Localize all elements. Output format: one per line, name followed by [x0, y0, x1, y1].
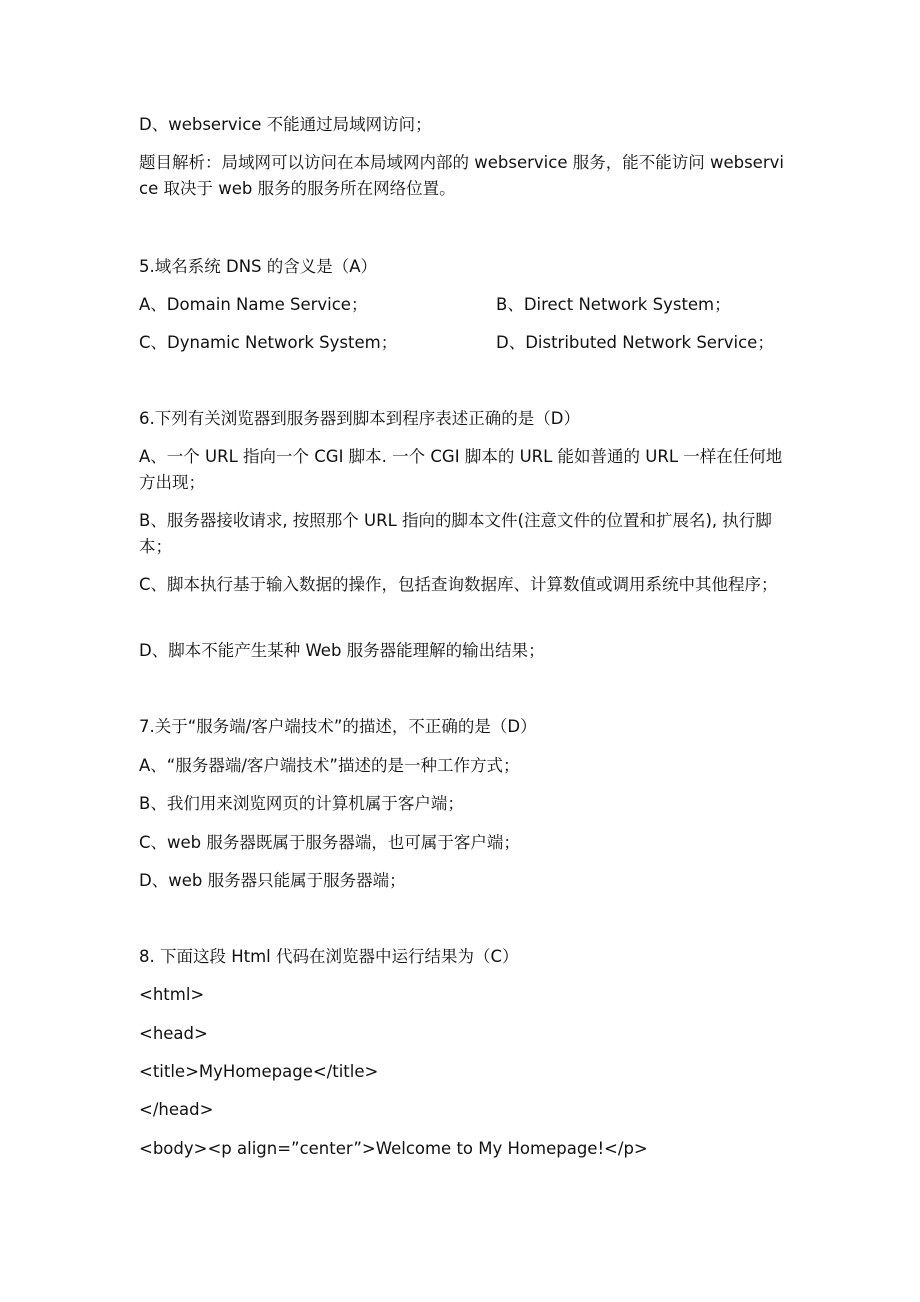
- q8-code-line: <head>: [139, 1024, 208, 1043]
- q7-option-c: C、web 服务器既属于服务器端，也可属于客户端；: [139, 833, 520, 852]
- q6-question: 6.下列有关浏览器到服务器到脚本到程序表述正确的是（D）: [139, 409, 580, 428]
- q8-code-line: <html>: [139, 985, 205, 1004]
- q8-question: 8. 下面这段 Html 代码在浏览器中运行结果为（C）: [139, 947, 519, 966]
- q7-option-b: B、我们用来浏览网页的计算机属于客户端；: [139, 794, 464, 813]
- q8-code-line: <body><p align=”center”>Welcome to My Homepage!</p>: [139, 1139, 648, 1158]
- q7-question: 7.关于“服务端/客户端技术”的描述，不正确的是（D）: [139, 717, 537, 736]
- q5-option-a: A、Domain Name Service；: [139, 295, 368, 314]
- q4-option-d: D、webservice 不能通过局域网访问；: [139, 115, 432, 134]
- q6-option-a: A、一个 URL 指向一个 CGI 脚本. 一个 CGI 脚本的 URL 能如普通的 URL 一样在任何地方出现；: [139, 447, 783, 492]
- q7-option-a: A、“服务器端/客户端技术”描述的是一种工作方式；: [139, 756, 520, 775]
- q6-option-c: C、脚本执行基于输入数据的操作，包括查询数据库、计算数值或调用系统中其他程序；: [139, 575, 778, 594]
- q8-code-line: <title>MyHomepage</title>: [139, 1062, 379, 1081]
- q7-option-d: D、web 服务器只能属于服务器端；: [139, 871, 406, 890]
- q5-option-d: D、Distributed Network Service；: [496, 333, 774, 352]
- q5-option-b: B、Direct Network System；: [496, 295, 731, 314]
- q4-analysis: 题目解析：局域网可以访问在本局域网内部的 webservice 服务，能不能访问 webservice 取决于 web 服务的服务所在网络位置。: [139, 153, 784, 198]
- q5-question: 5.域名系统 DNS 的含义是（A）: [139, 257, 378, 276]
- q6-option-b: B、服务器接收请求, 按照那个 URL 指向的脚本文件(注意文件的位置和扩展名), 执行脚本；: [139, 511, 772, 556]
- q8-code-line: </head>: [139, 1100, 214, 1119]
- q6-option-d: D、脚本不能产生某种 Web 服务器能理解的输出结果；: [139, 641, 545, 660]
- q5-option-c: C、Dynamic Network System；: [139, 333, 398, 352]
